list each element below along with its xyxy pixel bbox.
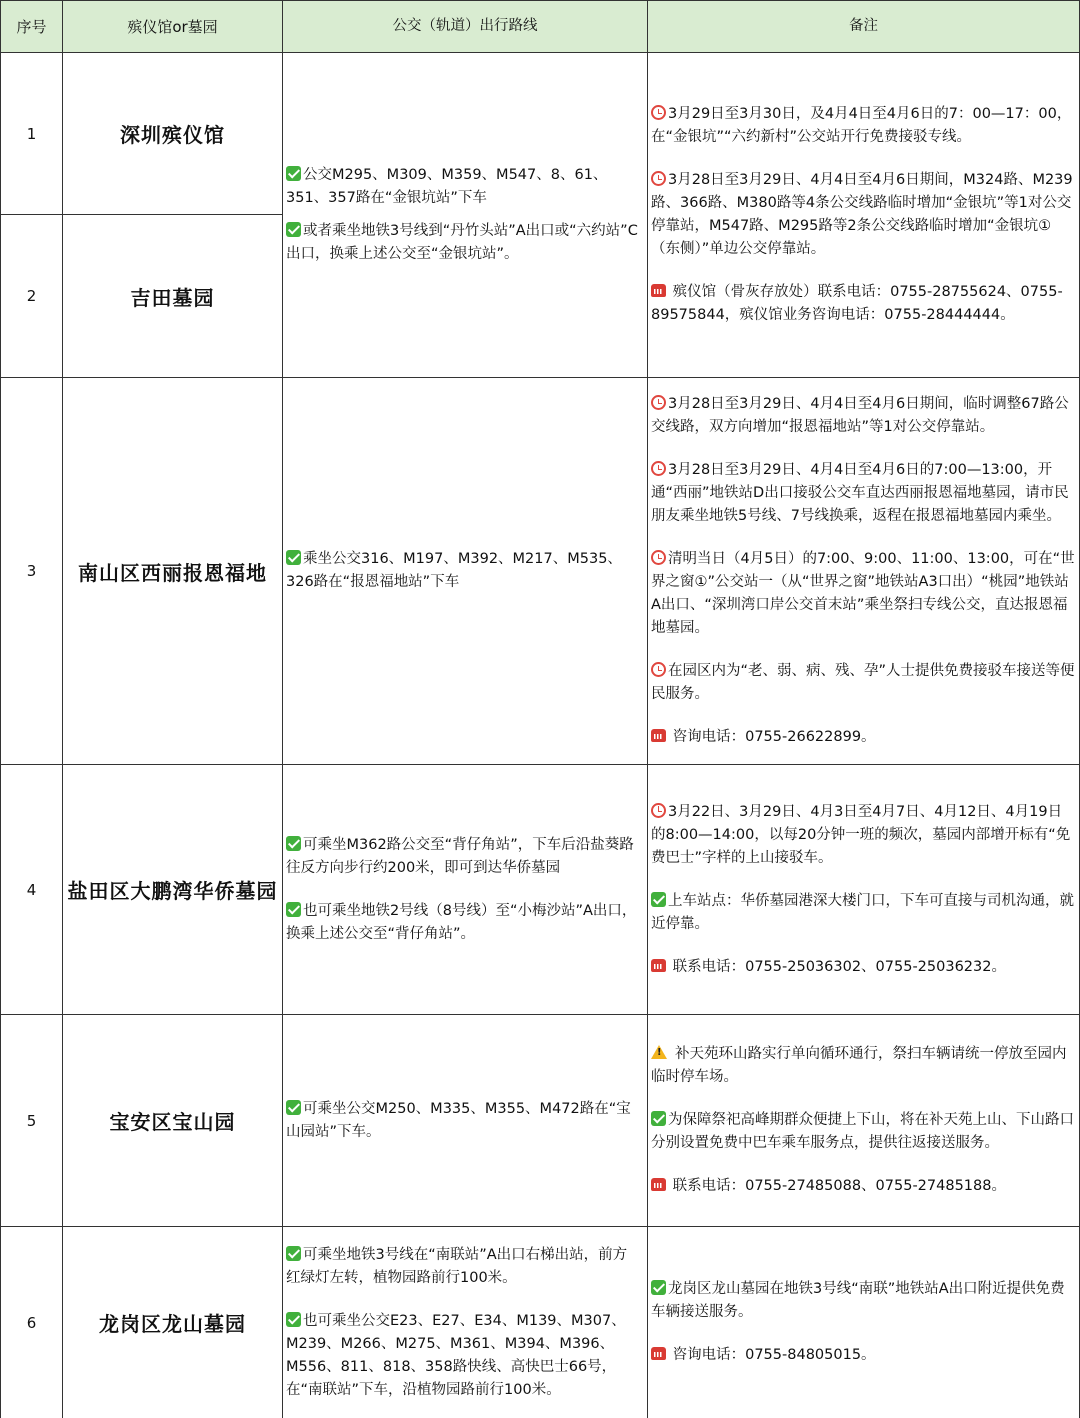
alarm-clock-icon [651,550,666,565]
note-item: 殡仪馆（骨灰存放处）联系电话：0755-28755624、0755-89575844，殡仪馆业务咨询电话：0755-28444444。 [651,284,1063,323]
route-cell [283,378,648,765]
note-item: 上车站点：华侨墓园港深大楼门口，下车可直接与司机沟通，就近停靠。 [651,892,1074,932]
route-item: 可乘坐地铁3号线在“南联站”A出口右梯出站，前方红绿灯左转，植物园路前行100米。 [286,1246,628,1286]
note-cell [648,1015,1080,1227]
header-name: 殡仪馆or墓园 [63,1,283,53]
check-icon [286,1312,301,1327]
check-icon [651,1280,666,1295]
row-name: 盐田区大鹏湾华侨墓园 [63,765,283,1015]
table-row [1,765,1080,1015]
route-item: 也可乘坐公交E23、E27、E34、M139、M307、M239、M266、M275、M361、M394、M396、M556、811、818、358路快线、高快巴士66号，在“南联站”下车，沿植物园路前行100米。 [286,1312,626,1398]
alarm-clock-icon [651,461,666,476]
route-item: 或者乘坐地铁3号线到“丹竹头站”A出口或“六约站”C出口，换乘上述公交至“金银坑站”。 [286,223,638,262]
check-icon [286,1100,301,1115]
table-row [1,1015,1080,1227]
note-item: 龙岗区龙山墓园在地铁3号线“南联”地铁站A出口附近提供免费车辆接送服务。 [651,1281,1065,1320]
route-item: 也可乘坐地铁2号线（8号线）至“小梅沙站”A出口，换乘上述公交至“背仔角站”。 [286,902,637,942]
table-row [1,378,1080,765]
route-item: 可乘坐公交M250、M335、M355、M472路在“宝山园站”下车。 [286,1100,631,1140]
table-row [1,1227,1080,1418]
note-cell [648,53,1080,378]
check-icon [651,892,666,907]
row-index: 2 [1,215,63,378]
note-item: 咨询电话：0755-84805015。 [651,1344,1075,1367]
alarm-clock-icon [651,662,666,677]
check-icon [286,836,301,851]
check-icon [286,1246,301,1261]
row-index: 1 [1,53,63,215]
phone-icon [651,1347,666,1360]
row-index: 6 [1,1227,63,1418]
note-cell [648,765,1080,1015]
note-item: 联系电话：0755-27485088、0755-27485188。 [651,1175,1075,1198]
note-cell [648,1227,1080,1418]
warning-icon [651,1045,667,1059]
check-icon [286,550,301,565]
row-index: 5 [1,1015,63,1227]
table-row [1,53,1080,215]
phone-icon [651,959,666,972]
row-name: 宝安区宝山园 [63,1015,283,1227]
row-name: 龙岗区龙山墓园 [63,1227,283,1418]
row-name: 吉田墓园 [63,215,283,378]
alarm-clock-icon [651,105,666,120]
check-icon [286,902,301,917]
note-item: 3月28日至3月29日、4月4日至4月6日期间，临时调整67路公交线路，双方向增加“报恩福地站”等1对公交停靠站。 [651,396,1069,435]
note-item: 3月22日、3月29日、4月3日至4月7日、4月12日、4月19日的8:00—14:00，以每20分钟一班的频次，墓园内部增开标有“免费巴士”字样的上山接驳车。 [651,803,1071,866]
route-cell [283,1015,648,1227]
route-item: 可乘坐M362路公交至“背仔角站”，下车后沿盐葵路往反方向步行约200米，即可到达华侨墓园 [286,836,634,876]
row-name: 南山区西丽报恩福地 [63,378,283,765]
check-icon [286,222,301,237]
route-cell [283,53,648,378]
check-icon [651,1111,666,1126]
note-item: 咨询电话：0755-26622899。 [651,726,1075,749]
note-item: 清明当日（4月5日）的7:00、9:00、11:00、13:00，可在“世界之窗①”公交站一（从“世界之窗”地铁站A3口出）“桃园”地铁站A出口、“深圳湾口岸公交首末站”乘坐祭扫专线公交，直达报恩福地墓园。 [651,551,1075,636]
phone-icon [651,729,666,742]
route-cell [283,765,648,1015]
alarm-clock-icon [651,171,666,186]
header-note: 备注 [648,1,1080,53]
phone-icon [651,1178,666,1191]
note-item: 3月29日至3月30日，及4月4日至4月6日的7：00—17：00，在“金银坑”“六约新村”公交站开行免费接驳专线。 [651,106,1072,145]
note-item: 联系电话：0755-25036302、0755-25036232。 [651,956,1075,979]
header-index: 序号 [1,1,63,53]
route-item: 乘坐公交316、M197、M392、M217、M535、326路在“报恩福地站”下车 [286,551,622,590]
header-route: 公交（轨道）出行路线 [283,1,648,53]
check-icon [286,166,301,181]
row-index: 4 [1,765,63,1015]
note-item: 为保障祭祀高峰期群众便捷上下山，将在补天苑上山、下山路口分别设置免费中巴车乘车服务点，提供往返接送服务。 [651,1112,1074,1151]
row-name: 深圳殡仪馆 [63,53,283,215]
alarm-clock-icon [651,395,666,410]
note-item: 3月28日至3月29日、4月4日至4月6日期间，M324路、M239路、366路、M380路等4条公交线路临时增加“金银坑”等1对公交停靠站，M547路、M295路等2条公交线路临时增加“金银坑①（东侧）”单边公交停靠站。 [651,172,1073,257]
route-item: 公交M295、M309、M359、M547、8、61、351、357路在“金银坑站”下车 [286,167,608,206]
row-index: 3 [1,378,63,765]
note-item: 在园区内为“老、弱、病、残、孕”人士提供免费接驳车接送等便民服务。 [651,663,1075,702]
alarm-clock-icon [651,803,666,818]
route-cell [283,1227,648,1418]
header-row [1,1,1080,53]
note-item: 3月28日至3月29日、4月4日至4月6日的7:00—13:00，开通“西丽”地铁站D出口接驳公交车直达西丽报恩福地墓园，请市民朋友乘坐地铁5号线、7号线换乘，返程在报恩福地墓园内乘坐。 [651,462,1069,524]
note-cell [648,378,1080,765]
note-item: !补天苑环山路实行单向循环通行，祭扫车辆请统一停放至园内临时停车场。 [651,1043,1075,1089]
phone-icon [651,284,666,297]
